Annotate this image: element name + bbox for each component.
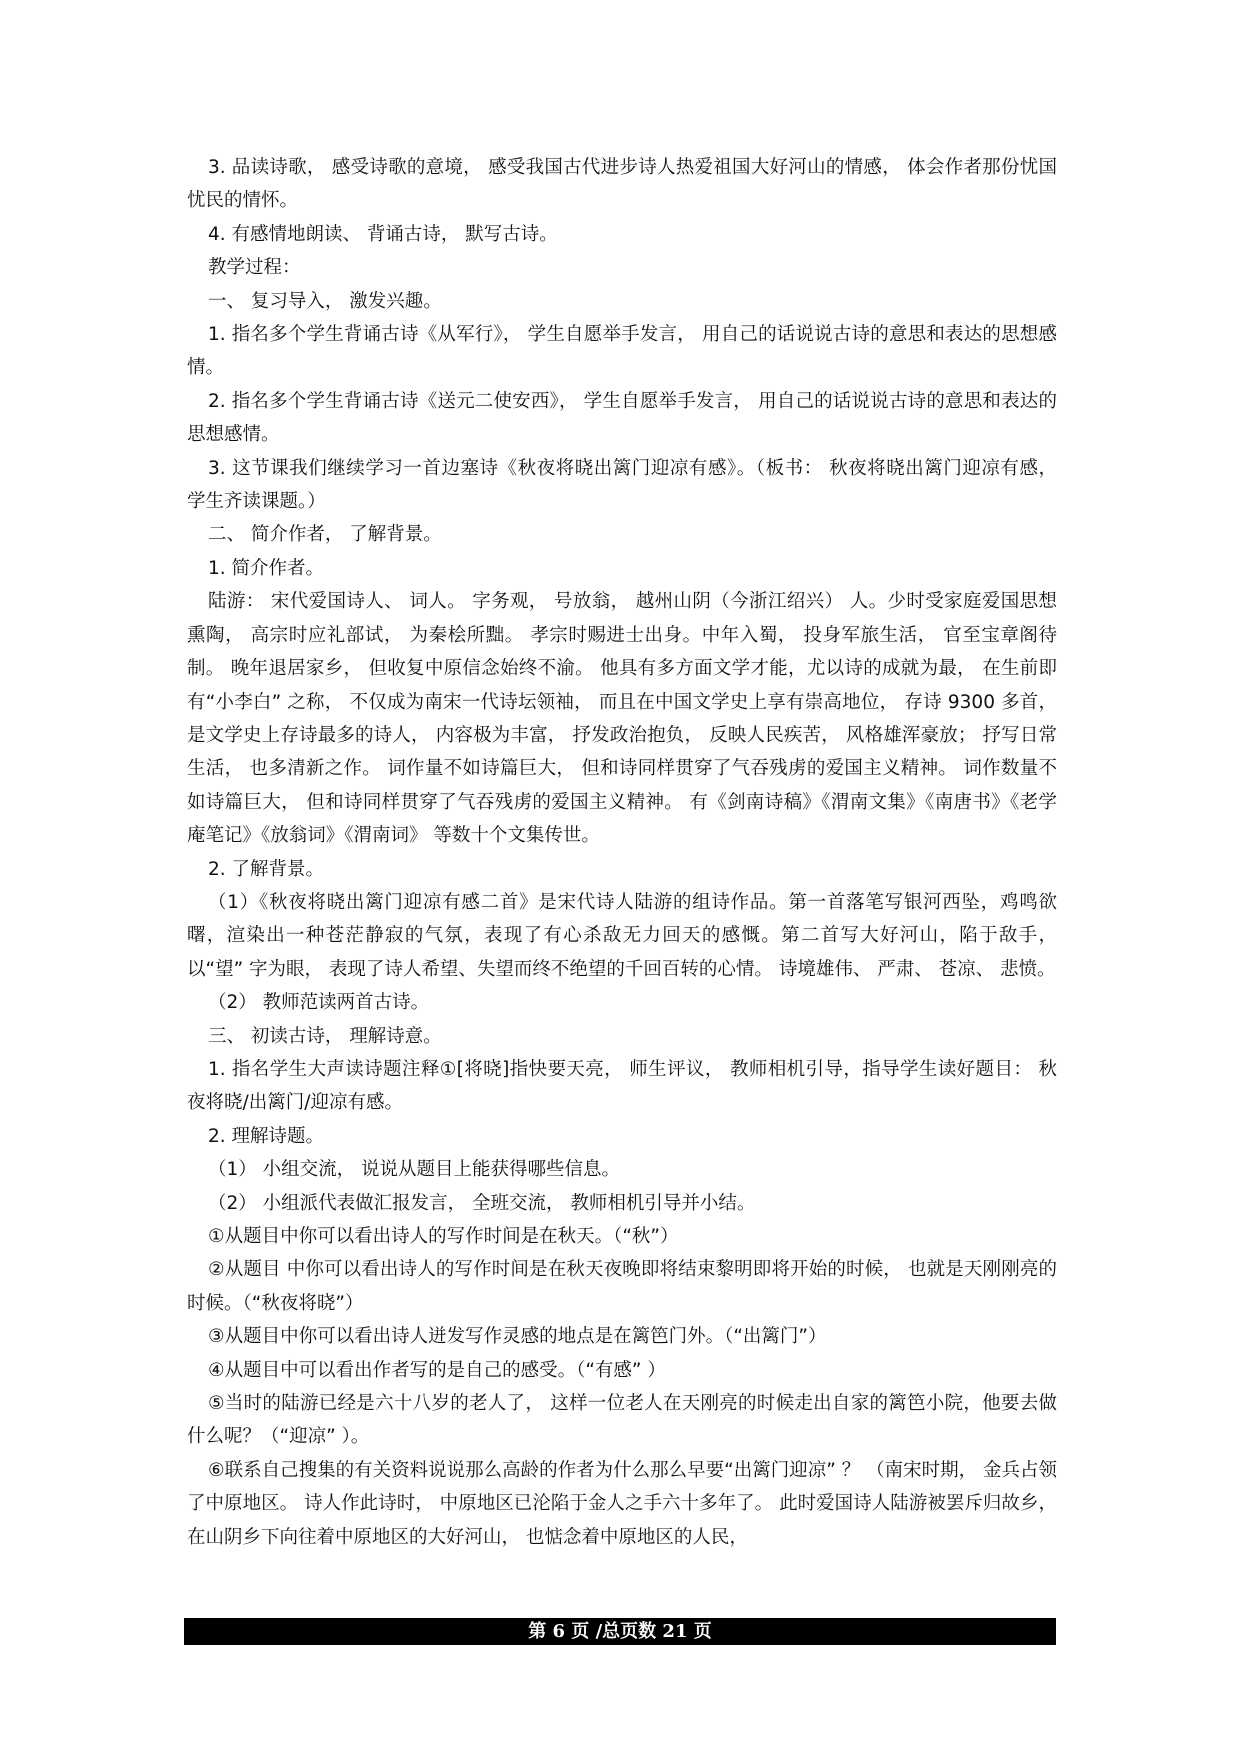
paragraph: （1） 小组交流， 说说从题目上能获得哪些信息。 (208, 1159, 621, 1181)
section-heading: 一、 复习导入， 激发兴趣。 (208, 290, 442, 312)
paragraph: 1. 指名学生大声读诗题注释①[将晓]指快要天亮， 师生评议， 教师相机引导，指导学生读好题目： 秋夜将晓/出篱门/迎凉有感。 (187, 1058, 1057, 1114)
paragraph: 3. 品读诗歌， 感受诗歌的意境， 感受我国古代进步诗人热爱祖国大好河山的情感， 体会作者那份忧国忧民的情怀。 (187, 157, 1057, 212)
section-heading: 二、 简介作者， 了解背景。 (208, 524, 442, 546)
paragraph: 1. 简介作者。 (208, 557, 325, 579)
paragraph: 教学过程： (208, 257, 301, 279)
paragraph: （2） 教师范读两首古诗。 (208, 992, 430, 1014)
paragraph: （2） 小组派代表做汇报发言， 全班交流， 教师相机引导并小结。 (208, 1192, 756, 1214)
paragraph: ②从题目 中你可以看出诗人的写作时间是在秋天夜晚即将结束黎明即将开始的时候， 也就是天刚刚亮的时候。（“秋夜将晓”） (187, 1259, 1057, 1314)
background-paragraph: （1）《秋夜将晓出篱门迎凉有感二首》是宋代诗人陆游的组诗作品。第一首落笔写银河西坠，鸡鸣欲曙，渲染出一种苍茫静寂的气氛，表现了有心杀敌无力回天的感慨。第二首写大好河山，陷于敌手， 以“望” 字为眼， 表现了诗人希望、失望而终不绝望的千回百转的心情。 诗境雄伟、 严肃、 苍凉、 悲愤。 (187, 891, 1057, 980)
author-bio-paragraph: 陆游： 宋代爱国诗人、 词人。 字务观， 号放翁， 越州山阴（今浙江绍兴） 人。少时受家庭爱国思想熏陶， 高宗时应礼部试， 为秦桧所黜。 孝宗时赐进士出身。中年入蜀， 投身军旅生活， 官至宝章阁待制。 晚年退居家乡， 但收复中原信念始终不渝。 他具有多方面文学才能，尤以诗的成就为最， 在生前即有“小李白” 之称， 不仅成为南宋一代诗坛领袖， 而且在中国文学史上享有崇高地位， 存诗 9300 多首， 是文学史上存诗最多的诗人， 内容极为丰富， 抒发政治抱负， 反映人民疾苦， 风格雄浑豪放； 抒写日常生活， 也多清新之作。 词作量不如诗篇巨大， 但和诗同样贯穿了气吞残虏的爱国主义精神。 词作数量不如诗篇巨大， 但和诗同样贯穿了气吞残虏的爱国主义精神。 有《剑南诗稿》《渭南文集》《南唐书》《老学庵笔记》《放翁词》《渭南词》 等数十个文集传世。 (187, 591, 1057, 847)
paragraph: ④从题目中可以看出作者写的是自己的感受。（“有感” ） (208, 1359, 666, 1381)
paragraph: 2. 了解背景。 (208, 858, 325, 880)
document-body (187, 151, 1057, 1554)
paragraph: 1. 指名多个学生背诵古诗《从军行》， 学生自愿举手发言， 用自己的话说说古诗的意思和表达的思想感情。 (187, 324, 1057, 379)
paragraph: 2. 指名多个学生背诵古诗《送元二使安西》， 学生自愿举手发言， 用自己的话说说古诗的意思和表达的思想感情。 (187, 390, 1057, 446)
page-number-label: 第 6 页 /总页数 21 页 (528, 1621, 712, 1642)
paragraph: 4. 有感情地朗读、 背诵古诗， 默写古诗。 (208, 223, 558, 245)
section-heading: 三、 初读古诗， 理解诗意。 (208, 1025, 442, 1047)
paragraph: 3. 这节课我们继续学习一首边塞诗《秋夜将晓出篱门迎凉有感》。（板书： 秋夜将晓出篱门迎凉有感， 学生齐读课题。） (187, 457, 1057, 513)
page-footer (184, 1618, 1056, 1645)
paragraph: ③从题目中你可以看出诗人迸发写作灵感的地点是在篱笆门外。（“出篱门”） (208, 1326, 827, 1348)
paragraph: ①从题目中你可以看出诗人的写作时间是在秋天。（“秋”） (208, 1226, 679, 1247)
paragraph: 2. 理解诗题。 (208, 1125, 325, 1147)
paragraph: ⑤当时的陆游已经是六十八岁的老人了， 这样一位老人在天刚亮的时候走出自家的篱笆小院，他要去做什么呢？（“迎凉” ）。 (187, 1393, 1057, 1448)
paragraph: ⑥联系自己搜集的有关资料说说那么高龄的作者为什么那么早要“出篱门迎凉” ？ （南宋时期， 金兵占领了中原地区。 诗人作此诗时， 中原地区已沦陷于金人之手六十多年了。 此时爱国诗人陆游被罢斥归故乡， 在山阴乡下向往着中原地区的大好河山， 也惦念着中原地区的人民， (187, 1459, 1057, 1548)
